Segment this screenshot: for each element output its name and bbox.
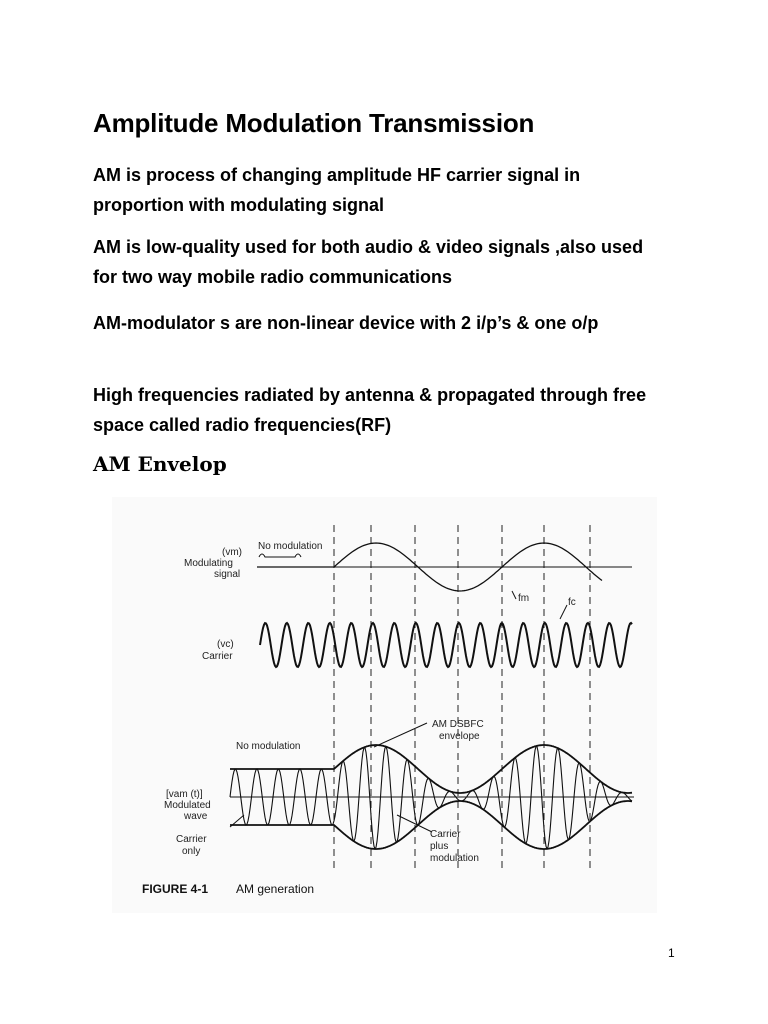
label-modulated: Modulated (164, 800, 211, 811)
label-no-modulation-top: No modulation (258, 541, 323, 552)
label-carrier: Carrier (202, 651, 233, 662)
no-modulation-brace-top (259, 554, 301, 557)
am-envelope-top (230, 745, 632, 793)
paragraph-am-definition: AM is process of changing amplitude HF carrier signal in proportion with modulating signal (93, 165, 581, 215)
label-am-dsbfc: AM DSBFC (432, 719, 484, 730)
label-modulating: Modulating (184, 558, 233, 569)
paragraph-radio-frequencies: High frequencies radiated by antenna & propagated through free space called radio frequencies(RF) (93, 385, 647, 435)
envelope-arrow (374, 723, 427, 747)
figure-caption-number: FIGURE 4-1 (142, 882, 209, 896)
label-carrier-plus-3: modulation (430, 853, 479, 864)
label-carrier-plus-2: plus (430, 841, 449, 852)
section-heading-am-envelop: AM Envelop (93, 452, 227, 476)
label-fm: fm (518, 593, 530, 604)
label-carrier-only-1: Carrier (176, 834, 207, 845)
carrier-wave (260, 623, 632, 667)
fc-arrow (560, 605, 567, 619)
label-carrier-plus-1: Carrier (430, 829, 461, 840)
label-vc: (vc) (217, 639, 234, 650)
label-no-modulation-bottom: No modulation (236, 741, 301, 752)
annotation-arrows (230, 591, 567, 832)
label-vam: [vam (t)] (166, 789, 203, 800)
paragraph-am-modulator: AM-modulator s are non-linear device with 2 i/p’s & one o/p (93, 313, 599, 333)
label-carrier-only-2: only (182, 846, 201, 857)
fm-arrow (512, 591, 516, 599)
label-fc: fc (568, 597, 576, 608)
am-generation-diagram (112, 497, 657, 913)
paragraph-am-uses: AM is low-quality used for both audio & video signals ,also used for two way mobile radio communications (93, 237, 644, 287)
page-title: Amplitude Modulation Transmission (93, 108, 535, 138)
label-vm: (vm) (222, 547, 242, 558)
label-envelope: envelope (439, 731, 480, 742)
am-generation-figure (112, 497, 657, 913)
dashed-guides (334, 525, 590, 872)
page-number: 1 (668, 946, 675, 960)
label-wave: wave (184, 811, 208, 822)
figure-caption-text: AM generation (236, 882, 315, 896)
label-signal: signal (214, 569, 241, 580)
